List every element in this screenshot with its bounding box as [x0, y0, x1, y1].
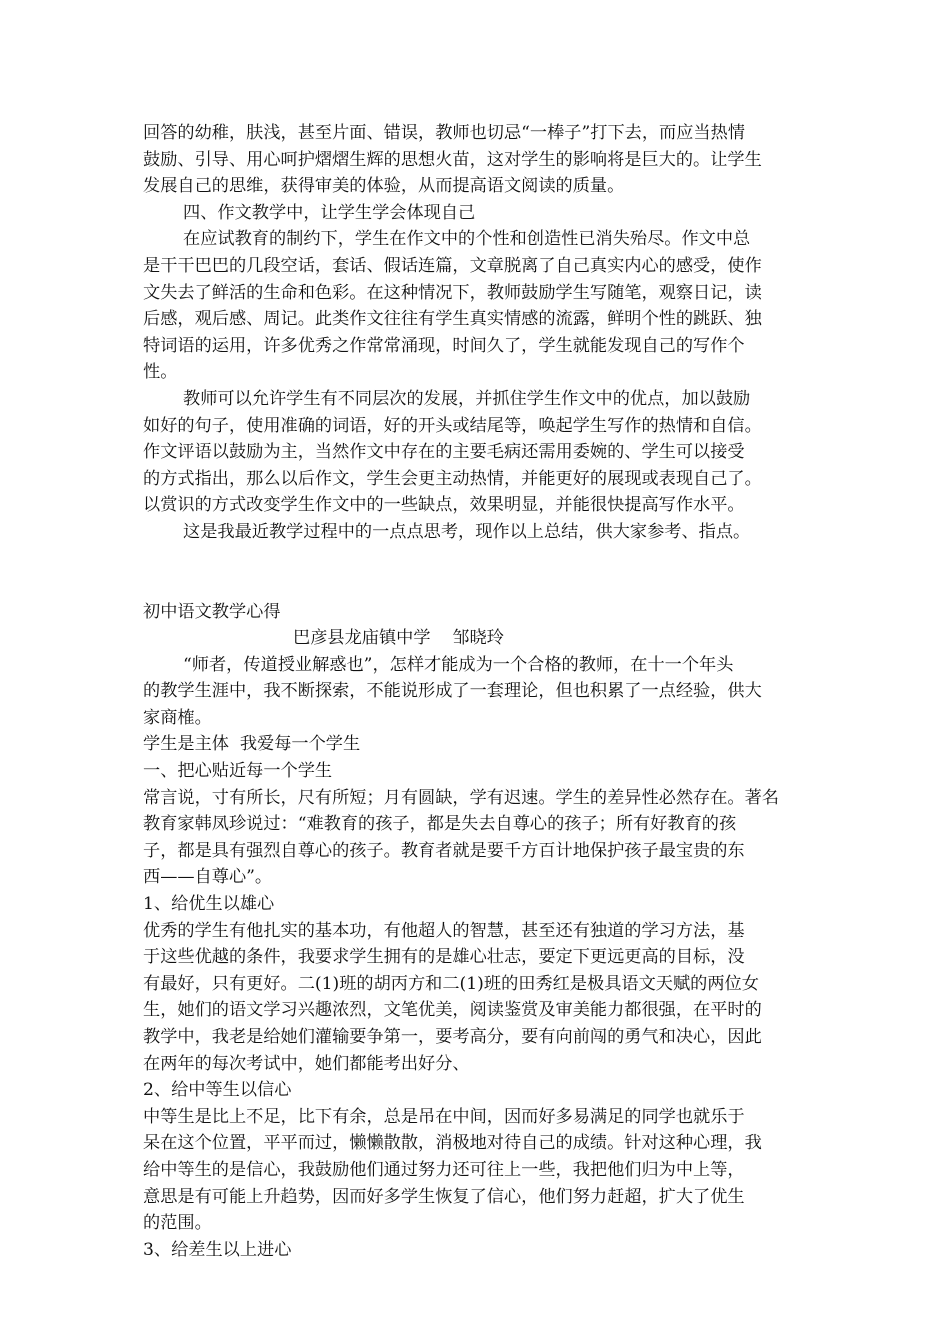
paragraph-line: 家商榷。 — [143, 707, 212, 728]
paragraph-line: 的方式指出，那么以后作文，学生会更主动热情，并能更好的展现或表现自己了。 — [143, 468, 762, 489]
paragraph-line: 以赏识的方式改变学生作文中的一些缺点，效果明显，并能很快提高写作水平。 — [143, 495, 745, 516]
paragraph-line: 西——自尊心”。 — [143, 867, 273, 888]
paragraph-line: 如好的句子，使用准确的词语，好的开头或结尾等，唤起学生写作的热情和自信。 — [143, 415, 762, 436]
paragraph-line: 呆在这个位置，平平而过，懒懒散散，消极地对待自己的成绩。针对这种心理，我 — [143, 1133, 762, 1154]
paragraph-line: 是干干巴巴的几段空话，套话、假话连篇，文章脱离了自己真实内心的感受，使作 — [143, 255, 762, 276]
section-heading: 一、把心贴近每一个学生 — [143, 761, 333, 782]
section-heading: 四、作文教学中，让学生学会体现自己 — [183, 202, 476, 223]
paragraph-line: 教师可以允许学生有不同层次的发展，并抓住学生作文中的优点，加以鼓励 — [183, 388, 751, 409]
paragraph-line: 鼓励、引导、用心呵护熠熠生辉的思想火苗，这对学生的影响将是巨大的。让学生 — [143, 149, 762, 170]
section-gap — [143, 546, 815, 599]
paragraph-line: 作文评语以鼓励为主，当然作文中存在的主要毛病还需用委婉的、学生可以接受 — [143, 442, 745, 463]
subsection-heading: 3、给差生以上进心 — [143, 1239, 292, 1260]
paragraph-line: 教学中，我老是给她们灌输要争第一，要考高分，要有向前闯的勇气和决心，因此 — [143, 1027, 762, 1047]
paragraph-line: “师者，传道授业解惑也”，怎样才能成为一个合格的教师，在十一个年头 — [183, 654, 734, 675]
paragraph-line: 教育家韩凤珍说过：“难教育的孩子，都是失去自尊心的孩子；所有好教育的孩 — [143, 814, 737, 835]
paragraph-line: 特词语的运用，许多优秀之作常常涌现，时间久了，学生就能发现自己的写作个 — [143, 335, 745, 356]
paragraph-line: 性。 — [143, 362, 178, 383]
paragraph-line: 的教学生涯中，我不断探索，不能说形成了一套理论，但也积累了一点经验，供大 — [143, 681, 762, 702]
paragraph-line: 在应试教育的制约下，学生在作文中的个性和创造性已消失殆尽。作文中总 — [183, 229, 751, 250]
section-heading: 学生是主体 我爱每一个学生 — [143, 734, 361, 755]
paragraph-line: 有最好，只有更好。二(1)班的胡丙方和二(1)班的田秀红是极具语文天赋的两位女 — [143, 973, 759, 994]
paragraph-line: 文失去了鲜活的生命和色彩。在这种情况下，教师鼓励学生写随笔，观察日记，读 — [143, 282, 762, 303]
article-author: 巴彦县龙庙镇中学 邹晓玲 — [293, 628, 504, 649]
paragraph-line: 发展自己的思维，获得审美的体验，从而提高语文阅读的质量。 — [143, 176, 625, 197]
paragraph-line: 后感，观后感、周记。此类作文往往有学生真实情感的流露，鲜明个性的跳跃、独 — [143, 309, 762, 330]
paragraph-line: 意思是有可能上升趋势，因而好多学生恢复了信心，他们努力赶超，扩大了优生 — [143, 1186, 745, 1207]
paragraph-line: 回答的幼稚，肤浅，甚至片面、错误，教师也切忌“一棒子”打下去，而应当热情 — [143, 123, 745, 143]
paragraph-line: 常言说，寸有所长，尺有所短；月有圆缺，学有迟速。学生的差异性必然存在。著名 — [143, 787, 779, 808]
article-title: 初中语文教学心得 — [143, 601, 281, 622]
paragraph-line: 中等生是比上不足，比下有余，总是吊在中间，因而好多易满足的同学也就乐于 — [143, 1106, 745, 1127]
paragraph-line: 给中等生的是信心，我鼓励他们通过努力还可往上一些，我把他们归为中上等， — [143, 1159, 745, 1180]
paragraph-line: 这是我最近教学过程中的一点点思考，现作以上总结，供大家参考、指点。 — [183, 521, 751, 542]
paragraph-line: 优秀的学生有他扎实的基本功，有他超人的智慧，甚至还有独道的学习方法，基 — [143, 920, 745, 941]
paragraph-line: 于这些优越的条件，我要求学生拥有的是雄心壮志，要定下更远更高的目标，没 — [143, 947, 745, 968]
subsection-heading: 2、给中等生以信心 — [143, 1080, 292, 1101]
paragraph-line: 在两年的每次考试中，她们都能考出好分、 — [143, 1053, 470, 1074]
paragraph-line: 的范围。 — [143, 1213, 212, 1234]
paragraph-line: 子，都是具有强烈自尊心的孩子。教育者就是要千方百计地保护孩子最宝贵的东 — [143, 840, 745, 861]
subsection-heading: 1、给优生以雄心 — [143, 894, 275, 915]
document-body — [143, 120, 815, 1263]
paragraph-line: 生，她们的语文学习兴趣浓烈，文笔优美，阅读鉴赏及审美能力都很强，在平时的 — [143, 1000, 762, 1021]
